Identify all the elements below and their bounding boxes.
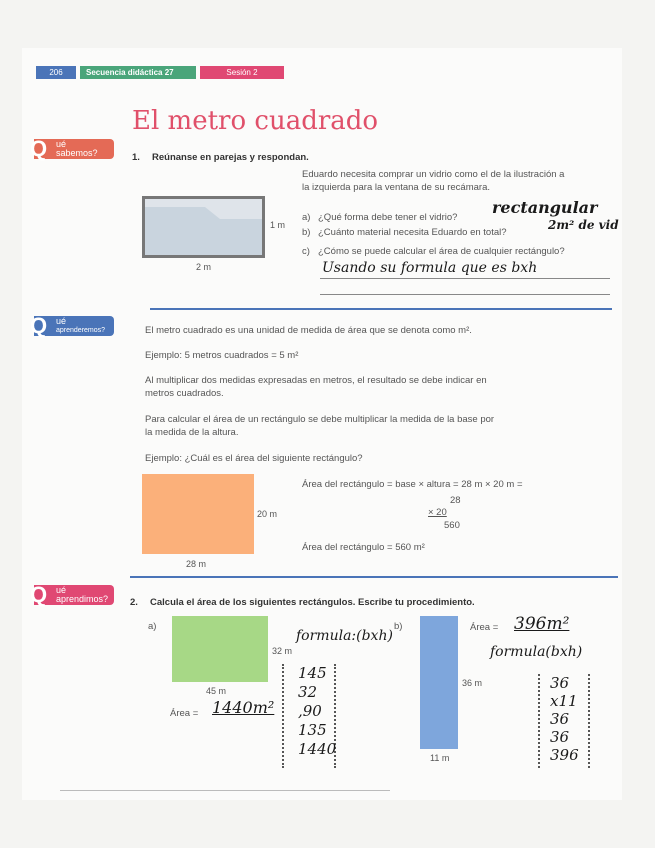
work-line: 36	[550, 710, 570, 728]
answer-c: Usando su formula que es bxh	[322, 260, 538, 276]
section-tab-que-aprenderemos	[30, 313, 114, 338]
orange-rectangle	[142, 474, 254, 554]
item-a-label: a)	[148, 621, 157, 632]
section-tab-que-sabemos	[30, 136, 114, 161]
tab-line-1: ué	[56, 585, 67, 595]
item-b-label: b)	[394, 621, 403, 632]
answer-b: 2m² de vid	[548, 218, 619, 232]
area-result: Área del rectángulo = 560 m²	[302, 542, 425, 553]
base-dimension: 2 m	[196, 262, 212, 272]
side-dimension: 32 m	[272, 646, 293, 656]
sequence-label: Secuencia didáctica 27	[80, 66, 196, 79]
multiplier: × 20	[428, 507, 447, 518]
glass-reflection	[145, 199, 262, 255]
answer-a: rectangular	[492, 198, 598, 217]
base-dimension: 45 m	[206, 686, 227, 696]
q-icon: Q	[30, 136, 48, 161]
question-b-text: ¿Cuánto material necesita Eduardo en total?	[318, 227, 507, 238]
base-dimension: 28 m	[186, 559, 207, 569]
question-a-text: ¿Qué forma debe tener el vidrio?	[318, 212, 458, 223]
work-line: 36	[550, 728, 570, 746]
paragraph: Para calcular el área de un rectángulo se debe multiplicar la medida de la base por	[145, 414, 495, 425]
section-divider	[150, 308, 612, 310]
q-icon: Q	[30, 313, 48, 338]
work-line: 145	[298, 664, 327, 682]
green-rectangle	[172, 616, 268, 682]
question-c-text: ¿Cómo se puede calcular el área de cualquier rectángulo?	[318, 246, 565, 257]
paragraph: metros cuadrados.	[145, 388, 224, 399]
area-answer-handwritten: 1440m²	[212, 698, 275, 717]
paragraph: Ejemplo: ¿Cuál es el área del siguiente rectángulo?	[145, 453, 363, 464]
multiplicand: 28	[450, 495, 461, 506]
work-line: ,90	[298, 702, 322, 720]
work-line: 396	[550, 746, 579, 764]
answer-line	[320, 278, 610, 279]
work-line: x11	[550, 692, 578, 710]
question-c-label: c)	[302, 246, 310, 257]
prompt-line-1: Eduardo necesita comprar un vidrio como el de la ilustración a	[302, 169, 565, 180]
work-line: 135	[298, 721, 327, 739]
formula-handwritten: formula(bxh)	[490, 644, 583, 660]
work-box-left-border	[282, 664, 284, 768]
page-title: El metro cuadrado	[132, 106, 379, 136]
area-label: Área =	[170, 708, 199, 719]
procedure-work	[550, 674, 579, 764]
product: 560	[444, 520, 460, 531]
tab-line-2: aprendimos?	[56, 594, 109, 604]
page-number: 206	[36, 66, 76, 79]
work-box-right-border	[588, 674, 590, 768]
instruction: Reúnanse en parejas y respondan.	[152, 152, 309, 163]
tab-line-1: ué	[56, 139, 67, 149]
paragraph: Ejemplo: 5 metros cuadrados = 5 m²	[145, 350, 299, 361]
area-formula: Área del rectángulo = base × altura = 28 m × 20 m =	[302, 479, 523, 490]
side-dimension: 1 m	[270, 220, 286, 230]
tab-line-1: ué	[56, 316, 67, 326]
instruction: Calcula el área de los siguientes rectángulos. Escribe tu procedimiento.	[150, 597, 475, 608]
section-tab-que-aprendimos	[30, 582, 114, 607]
work-box-left-border	[538, 674, 540, 768]
section-divider	[130, 576, 618, 578]
work-line: 1440	[298, 740, 337, 758]
question-a-label: a)	[302, 212, 311, 223]
formula-handwritten: formula:(bxh)	[296, 628, 393, 644]
side-dimension: 36 m	[462, 678, 483, 688]
tab-line-2: aprenderemos?	[56, 327, 106, 334]
footer-rule	[60, 790, 390, 791]
tab-line-2: sabemos?	[56, 148, 98, 158]
area-answer-handwritten: 396m²	[514, 614, 570, 634]
paragraph: Al multiplicar dos medidas expresadas en metros, el resultado se debe indicar en	[145, 375, 487, 386]
q-icon: Q	[30, 582, 48, 607]
work-line: 36	[550, 674, 570, 692]
paragraph: la medida de la altura.	[145, 427, 239, 438]
prompt-line-2: la izquierda para la ventana de su recámara.	[302, 182, 491, 193]
procedure-work	[298, 664, 336, 759]
section-number: 1.	[132, 152, 140, 163]
session-label: Sesión 2	[200, 66, 284, 79]
question-b-label: b)	[302, 227, 311, 238]
blue-rectangle	[420, 616, 458, 749]
answer-line	[320, 294, 610, 295]
work-line: 32	[298, 683, 318, 701]
window-glass-illustration	[142, 196, 265, 258]
section-number: 2.	[130, 597, 138, 608]
area-label: Área =	[470, 622, 499, 633]
paragraph: El metro cuadrado es una unidad de medida de área que se denota como m².	[145, 325, 472, 336]
side-dimension: 20 m	[257, 509, 278, 519]
base-dimension: 11 m	[430, 753, 450, 763]
